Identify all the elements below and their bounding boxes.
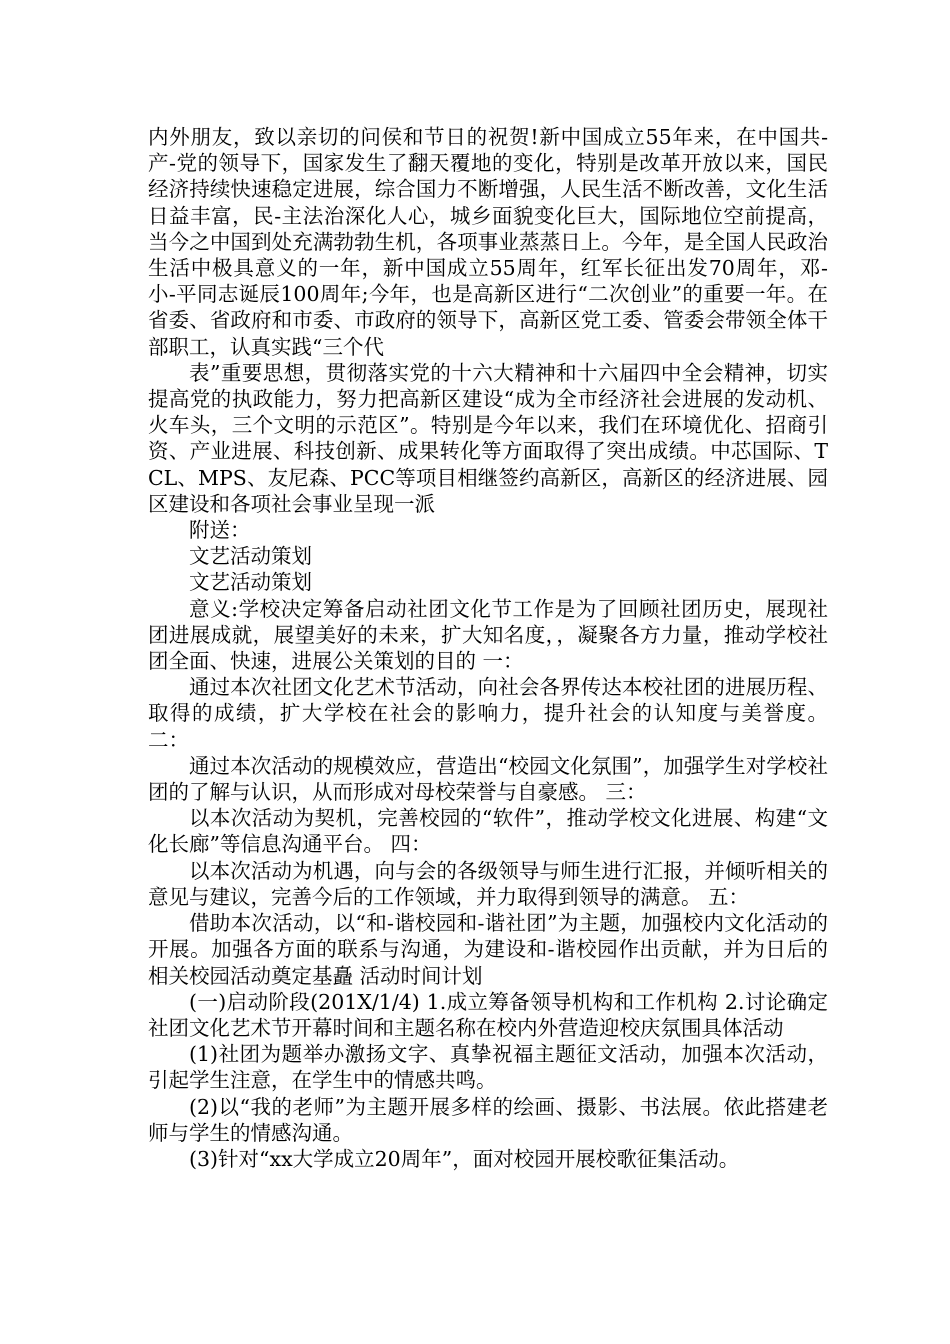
paragraph-significance: 意义:学校决定筹备启动社团文化节工作是为了回顾社团历史，展现社团进展成就，展望美好的未来，扩大知名度，，凝聚各方力量，推动学校社团全面、快速，进展公关策划的目的 一： [148, 596, 828, 674]
paragraph-2: 表”重要思想，贯彻落实党的十六大精神和十六届四中全会精神，切实提高党的执政能力，努力把高新区建设“成为全市经济社会进展的发动机、火车头，三个文明的示范区”。特别是今年以来，我们在环境优化、招商引资、产业进展、科技创新、成果转化等方面取得了突出成绩。中芯国际、TCL、MPS、友尼森、PCC等项目相继签约高新区，高新区的经济进展、园区建设和各项社会事业呈现一派 [148, 360, 828, 516]
paragraph-goal-1: 通过本次社团文化艺术节活动，向社会各界传达本校社团的进展历程、取得的成绩，扩大学校在社会的影响力，提升社会的认知度与美誉度。 二： [148, 675, 828, 752]
paragraph-heading-1: 文艺活动策划 [189, 544, 312, 569]
paragraph-appendix-label: 附送： [189, 518, 251, 543]
paragraph-goal-4: 以本次活动为机遇，向与会的各级领导与师生进行汇报，并倾听相关的意见与建议，完善今后的工作领域，并力取得到领导的满意。 五： [148, 858, 828, 909]
paragraph-goal-3: 以本次活动为契机，完善校园的“软件”，推动学校文化进展、构建“文化长廊”等信息沟通平台。 四： [148, 806, 828, 857]
paragraph-heading-2: 文艺活动策划 [189, 570, 312, 595]
document-page [148, 124, 828, 1172]
paragraph-activity-3: (3)针对“xx大学成立20周年”，面对校园开展校歌征集活动。 [189, 1146, 740, 1171]
paragraph-activity-2: (2)以“我的老师”为主题开展多样的绘画、摄影、书法展。依此搭建老师与学生的情感沟通。 [148, 1094, 828, 1145]
paragraph-goal-5: 借助本次活动，以“和-谐校园和-谐社团”为主题，加强校内文化活动的开展。加强各方面的联系与沟通，为建设和-谐校园作出贡献，并为日后的相关校园活动奠定基矗 活动时间计划 [148, 911, 828, 988]
paragraph-goal-2: 通过本次活动的规模效应，营造出“校园文化氛围”，加强学生对学校社团的了解与认识，从而形成对母校荣誉与自豪感。 三： [148, 753, 828, 805]
paragraph-phase-1: (一)启动阶段(201X/1/4) 1.成立筹备领导机构和工作机构 2.讨论确定社团文化艺术节开幕时间和主题名称在校内外营造迎校庆氛围具体活动 [148, 989, 828, 1040]
paragraph-1: 内外朋友，致以亲切的问侯和节日的祝贺!新中国成立55年来，在中国共-产-党的领导下，国家发生了翻天覆地的变化，特别是改革开放以来，国民经济持续快速稳定进展，综合国力不断增强，人民生活不断改善，文化生活日益丰富，民-主法治深化人心，城乡面貌变化巨大，国际地位空前提高，当今之中国到处充满勃勃生机，各项事业蒸蒸日上。今年，是全国人民政治生活中极具意义的一年，新中国成立55周年，红军长征出发70周年，邓-小-平同志诞辰100周年;今年，也是高新区进行“二次创业”的重要一年。在省委、省政府和市委、市政府的领导下，高新区党工委、管委会带领全体干部职工，认真实践“三个代 [148, 125, 828, 359]
paragraph-activity-1: (1)社团为题举办激扬文字、真挚祝福主题征文活动，加强本次活动，引起学生注意，在学生中的情感共鸣。 [148, 1042, 828, 1093]
